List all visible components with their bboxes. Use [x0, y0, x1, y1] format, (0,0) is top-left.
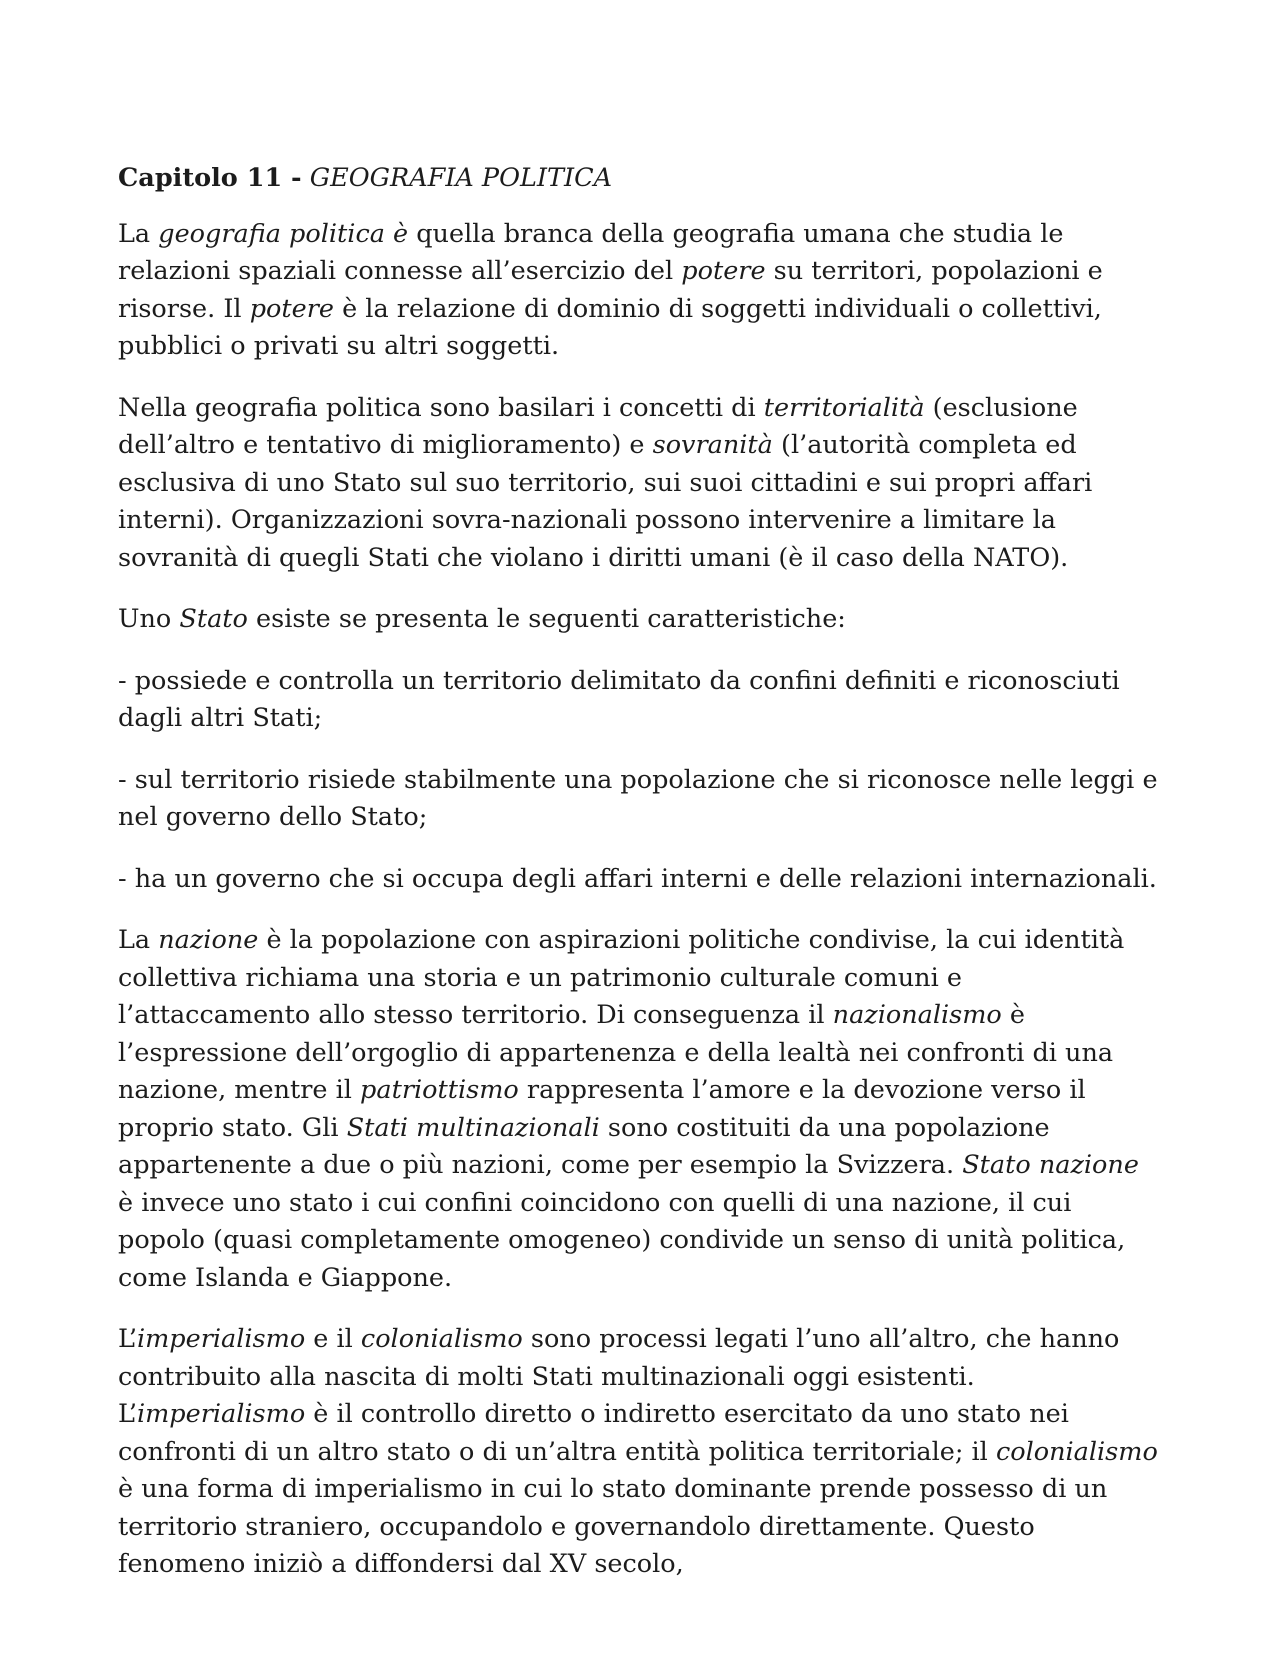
italic-term: imperialismo [136, 1324, 306, 1354]
text-run: è invece uno stato i cui confini coincidono con quelli di una nazione, il cui popolo (quasi completamente omogeneo) condivide un senso di unità politica, come Islanda e Giappone. [118, 1187, 1126, 1293]
text-run: sono processi legati l’uno all’altro, che hanno contribuito alla nascita di molti Stati multinazionali oggi esistenti. L’ [118, 1324, 1120, 1429]
text-run: è il controllo diretto o indiretto esercitato da uno stato nei confronti di un altro stato o di un’altra entità politica territoriale; il [118, 1399, 1069, 1467]
list-item: - ha un governo che si occupa degli affari interni e delle relazioni internazionali. [118, 863, 1157, 894]
italic-term: potere [681, 256, 766, 286]
chapter-title: GEOGRAFIA POLITICA [309, 163, 613, 193]
italic-term: Stato [179, 604, 248, 634]
italic-term: colonialismo [360, 1324, 523, 1354]
text-run: esiste se presenta le seguenti caratteristiche: [247, 604, 846, 634]
paragraph-concepts [118, 390, 1158, 578]
italic-term: Stato nazione [962, 1150, 1139, 1180]
text-run: Uno [118, 604, 180, 634]
text-run: su territori, popolazioni e risorse. Il [118, 256, 1103, 324]
italic-term: nazione [158, 925, 259, 955]
document-page [118, 160, 1158, 1608]
text-run: L’ [118, 1324, 137, 1354]
text-run: La [118, 218, 159, 249]
italic-term: geografia politica è [158, 218, 409, 249]
chapter-heading [118, 160, 1158, 198]
text-run: è una forma di imperialismo in cui lo stato dominante prende possesso di un territorio straniero, occupandolo e governandolo direttamente. Questo fenomeno iniziò a diffondersi dal XV secolo, [118, 1474, 1108, 1579]
chapter-number: Capitolo 11 - [118, 163, 302, 193]
italic-term: territorialità [763, 392, 925, 423]
paragraph-imperialismo [118, 1321, 1158, 1584]
text-run: (esclusione dell’altro e tentativo di miglioramento) e [118, 392, 1078, 460]
italic-term: imperialismo [136, 1399, 306, 1429]
italic-term: potere [249, 293, 334, 324]
text-run: quella branca della geografia umana che studia le relazioni spaziali connesse all’esercizio del [118, 218, 1064, 286]
text-run: e il [305, 1324, 361, 1354]
paragraph-stato-intro [118, 601, 1158, 639]
text-run: è la relazione di dominio di soggetti individuali o collettivi, pubblici o privati su altri soggetti. [118, 293, 1102, 361]
italic-term: patriottismo [360, 1075, 519, 1105]
italic-term: nazionalismo [832, 1000, 1002, 1030]
text-run: (l’autorità completa ed esclusiva di uno Stato sul suo territorio, sui suoi cittadini e sui propri affari interni). Organizzazioni sovra-nazionali possono intervenire a limitare la sovranità di quegli Stati che violano i diritti umani (è il caso della NATO). [118, 430, 1093, 573]
text-run: è l’espressione dell’orgoglio di appartenenza e della lealtà nei confronti di una nazione, mentre il [118, 1000, 1114, 1105]
italic-term: Stati multinazionali [346, 1112, 600, 1143]
text-run: Nella geografia politica sono basilari i concetti di [118, 392, 764, 423]
text-run: sono costituiti da una popolazione appartenente a due o più nazioni, come per esempio la Svizzera. [118, 1112, 1050, 1180]
text-run: La [118, 925, 159, 955]
list-item: - sul territorio risiede stabilmente una popolazione che si riconosce nelle leggi e nel governo dello Stato; [118, 764, 1158, 832]
paragraph-nazione [118, 922, 1158, 1297]
text-run: è la popolazione con aspirazioni politiche condivise, la cui identità collettiva richiama una storia e un patrimonio culturale comuni e l’attaccamento allo stesso territorio. Di conseguenza il [118, 925, 1125, 1030]
italic-term: sovranità [652, 430, 773, 460]
text-run: rappresenta l’amore e la devozione verso il proprio stato. Gli [118, 1075, 1086, 1143]
paragraph-definition [118, 216, 1158, 366]
list-item: - possiede e controlla un territorio delimitato da confini definiti e riconosciuti dagli altri Stati; [118, 665, 1120, 733]
italic-term: colonialismo [995, 1436, 1158, 1467]
